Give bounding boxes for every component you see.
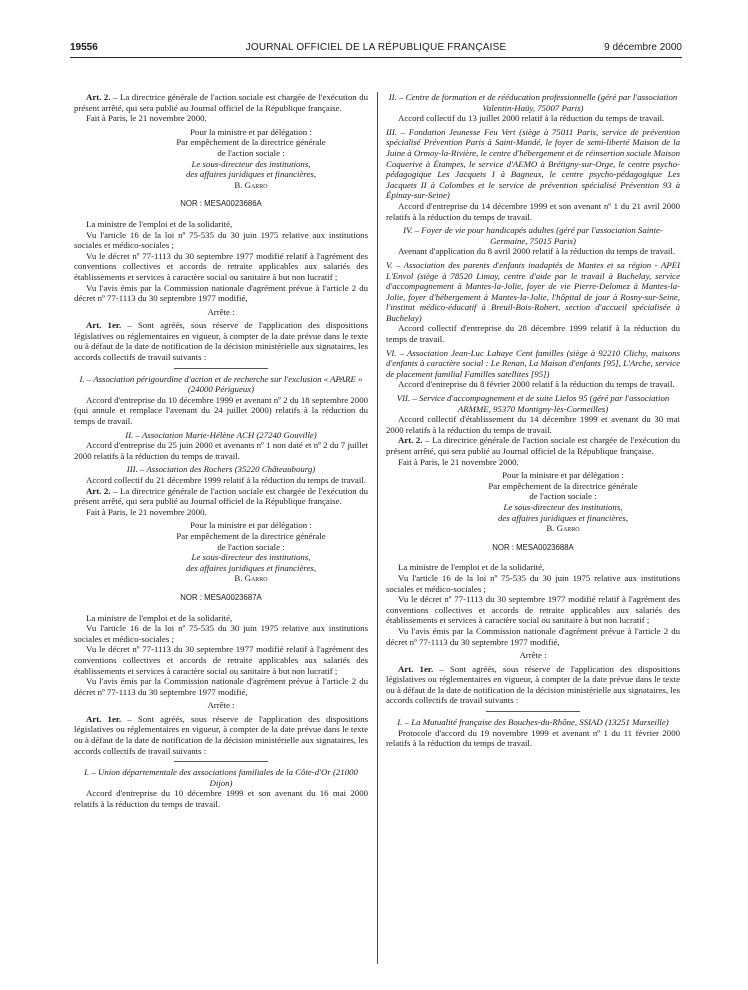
article-1: Art. 1er. – Sont agréés, sous réserve de l'application des dispositions législatives ou réglementaires en vigueur, à compter de la date prévue dans le texte ou à défaut de la date de notification de la décision ministérielle aux signataires, les accords collectifs de travail suivants : xyxy=(74,320,369,363)
section-text: Accord collectif du 21 décembre 1999 relatif à la réduction du temps de travail. xyxy=(86,475,366,485)
column-divider xyxy=(377,92,378,964)
section-title: I. – La Mutualité française des Bouches-du-Rhône, SSIAD (13251 Marseille) xyxy=(397,717,669,728)
section-title: II. – Centre de formation et de rééducation professionnelle (géré par l'association Valentin-Haüy, 75007 Paris) xyxy=(388,92,678,113)
section-rule xyxy=(174,368,268,369)
nor-reference: NOR : MESA0023686A xyxy=(180,199,262,209)
section-text: Protocole d'accord du 19 novembre 1999 et avenant nº 1 du 11 février 2000 relatifs à la réduction du temps de travail. xyxy=(386,727,680,749)
section-text: Accord d'entreprise du 10 décembre 1999 et son avenant du 16 mai 2000 relatifs à la réduction du temps de travail. xyxy=(74,788,368,810)
section-title: IV. – Foyer de vie pour handicapés adultes (géré par l'association Sainte-Germaine, 75015 Paris) xyxy=(403,225,663,246)
section-text: Accord d'entreprise du 25 juin 2000 et avenants nº 1 non daté et nº 2 du 7 juillet 2000 relatifs à la réduction du temps de travail. xyxy=(74,440,368,461)
signature-place-date: Fait à Paris, le 21 novembre 2000. xyxy=(86,113,207,124)
article-1: Art. 1er. – Sont agréés, sous réserve de l'application des dispositions législatives ou réglementaires en vigueur, à compter de la date prévue dans le texte ou à défaut de la date de notification de la décision ministérielle aux signataires, les accords collectifs de travail suivants : xyxy=(74,713,369,756)
section-title: III. – Association des Rochers (35220 Châteaubourg) xyxy=(126,464,316,475)
section-rule xyxy=(486,711,580,712)
preamble: La ministre de l'emploi et de la solidarité, xyxy=(398,562,545,573)
signature-block: Pour la ministre et par délégation : Par empêchement de la directrice générale de l'action sociale : Le sous-directeur des institutions, des affaires juridiques et financières, B. Garro xyxy=(176,126,326,190)
arrete-label: Arrête : xyxy=(207,700,235,711)
page-number: 19556 xyxy=(70,42,98,53)
section-title: VI. – Association Jean-Luc Lahaye Cent familles (siège à 92210 Clichy, maisons d'enfants à caractère social : Le Renan, La Maison d'enfants [95], L'Arche, service de placement familial Familles satellites [95]) xyxy=(386,347,680,379)
journal-title: JOURNAL OFFICIEL DE LA RÉPUBLIQUE FRANÇAISE xyxy=(245,42,507,53)
signature-block: Pour la ministre et par délégation : Par empêchement de la directrice générale de l'action sociale : Le sous-directeur des institutions, des affaires juridiques et financières, B. Garro xyxy=(488,470,638,534)
right-column: II. – Centre de formation et de rééducation professionnelle (géré par l'association Valentin-Haüy, 75007 Paris) Accord collectif du 13 juillet 2000 relatif à la réduction du temps de travail. III. – Fondation Jeunesse Feu Vert (siège à 75011 Paris, service de prévention spécialisé Prévention Paris à Saint-Mandé, le foyer de semi-liberté Maison de la Juine à Ormoy-la-Rivière, le centre d'hébergement et de réinsertion sociale Maison Coquerive à Étampes, le service d'AEMO à Brétigny-sur-Orge, le centre psycho-pédagogique Les Jacquets I à Bagneux, le centre psycho-pédagogique Les Jacquets II à Colombes et le service de prévention spécialisé Prévention 93 à Épinay-sur-Seine) Accord d'entreprise du 14 décembre 1999 et son avenant nº 1 du 21 avril 2000 relatifs à la réduction du temps de travail. IV. – Foyer de vie pour handicapés adultes (géré par l'association Sainte-Germaine, 75015 Paris) Avenant d'application du 8 avril 2000 relatif à la réduction du temps de travail. V. – Association des parents d'enfants inadaptés de Mantes et sa région - APEI L'Envol (siège à 78520 Limay, centre d'aide par le travail à Buchelay, service d'accompagnement à Mantes-la-Jolie, foyer de vie Pierre-Delomez à Mantes-la-Jolie, foyer d'hébergement à Mantes-la-Jolie, l'hôpital de jour à Rosny-sur-Seine, l'institut médico-éducatif à Breuil-Bois-Robert, section d'accueil spécialisée à Buchelay) Accord collectif d'entreprise du 28 décembre 1999 relatif à la réduction du temps de travail. VI. – Association Jean-Luc Lahaye Cent familles (siège à 92210 Clichy, maisons d'enfants à caractère social : Le Renan, La Maison d'enfants [95], L'Arche, service de placement familial Familles satellites [95]) Accord d'entreprise du 8 février 2000 relatif à la réduction du temps de travail. VII. – Service d'accompagnement et de suite Lielos 95 (géré par l'association ARMME, 95370 Montigny-lès-Cormeilles) Accord collectif d'établissement du 14 décembre 1999 et avenant du 30 mai 2000 relatifs à la réduction du temps de travail. Art. 2. – La directrice générale de l'action sociale est chargée de l'exécution du présent arrêté, qui sera publié au Journal officiel de la République française. Fait à Paris, le 21 novembre 2000. Pour la ministre et par délégation : Par empêchement de la directrice générale de l'action sociale : Le sous-directeur des institutions, des affaires juridiques et financières, B. Garro NOR : MESA0023688A La ministre de l'emploi et de la solidarité, Vu l'article 16 de la loi nº 75-535 du 30 juin 1975 relative aux institutions sociales et médico-sociales ; Vu le décret nº 77-1113 du 30 septembre 1977 modifié relatif à l'agrément des conventions collectives et accords de retraite applicables aux salariés des établissements et services à caractère social ou sanitaire à but non lucratif ; Vu l'avis émis par la Commission nationale d'agrément prévue à l'article 2 du décret nº 77-1113 du 30 septembre 1977 modifié, Arrête : Art. 1er. – Sont agréés, sous réserve de l'application des dispositions législatives ou réglementaires en vigueur, à compter de la date prévue dans le texte ou à défaut de la date de notification de la décision ministérielle aux signataires, les accords collectifs de travail suivants : I. – La Mutualité française des Bouches-du-Rhône, SSIAD (13251 Marseille) Protocole d'accord du 19 novembre 1999 et avenant nº 1 du 11 février 2000 relatifs à la réduction du temps de travail. xyxy=(386,92,681,749)
issue-date: 9 décembre 2000 xyxy=(604,42,682,53)
left-column: Art. 2. – La directrice générale de l'action sociale est chargée de l'exécution du présent arrêté, qui sera publié au Journal officiel de la République française. Fait à Paris, le 21 novembre 2000. Pour la ministre et par délégation : Par empêchement de la directrice générale de l'action sociale : Le sous-directeur des institutions, des affaires juridiques et financières, B. Garro NOR : MESA0023686A La ministre de l'emploi et de la solidarité, Vu l'article 16 de la loi nº 75-535 du 30 juin 1975 relative aux institutions sociales et médico-sociales ; Vu le décret nº 77-1113 du 30 septembre 1977 modifié relatif à l'agrément des conventions collectives et accords de retraite applicables aux salariés des établissements et services à caractère social ou sanitaire à but non lucratif ; Vu l'avis émis par la Commission nationale d'agrément prévue à l'article 2 du décret nº 77-1113 du 30 septembre 1977 modifié, Arrête : Art. 1er. – Sont agréés, sous réserve de l'application des dispositions législatives ou réglementaires en vigueur, à compter de la date prévue dans le texte ou à défaut de la date de notification de la décision ministérielle aux signataires, les accords collectifs de travail suivants : I. – Association périgourdine d'action et de recherche sur l'exclusion « APARE » (24000 Périgueux) Accord d'entreprise du 10 décembre 1999 et avenant nº 2 du 18 septembre 2000 (qui annule et remplace l'avenant du 24 juillet 2000) relatifs à la réduction du temps de travail. II. – Association Marie-Hélène ACH (27240 Gouville) Accord d'entreprise du 25 juin 2000 et avenants nº 1 non daté et nº 2 du 7 juillet 2000 relatifs à la réduction du temps de travail. III. – Association des Rochers (35220 Châteaubourg) Accord collectif du 21 décembre 1999 relatif à la réduction du temps de travail. Art. 2. – La directrice générale de l'action sociale est chargée de l'exécution du présent arrêté, qui sera publié au Journal officiel de la République française. Fait à Paris, le 21 novembre 2000. Pour la ministre et par délégation : Par empêchement de la directrice générale de l'action sociale : Le sous-directeur des institutions, des affaires juridiques et financières, B. Garro NOR : MESA0023687A La ministre de l'emploi et de la solidarité, Vu l'article 16 de la loi nº 75-535 du 30 juin 1975 relative aux institutions sociales et médico-sociales ; Vu le décret nº 77-1113 du 30 septembre 1977 modifié relatif à l'agrément des conventions collectives et accords de retraite applicables aux salariés des établissements et services à caractère social ou sanitaire à but non lucratif ; Vu l'avis émis par la Commission nationale d'agrément prévue à l'article 2 du décret nº 77-1113 du 30 septembre 1977 modifié, Arrête : Art. 1er. – Sont agréés, sous réserve de l'application des dispositions législatives ou réglementaires en vigueur, à compter de la date prévue dans le texte ou à défaut de la date de notification de la décision ministérielle aux signataires, les accords collectifs de travail suivants : I. – Union départementale des associations familiales de la Côte-d'Or (21000 Dijon) Accord d'entreprise du 10 décembre 1999 et son avenant du 16 mai 2000 relatifs à la réduction du temps de travail. xyxy=(74,92,369,810)
signature-place-date: Fait à Paris, le 21 novembre 2000. xyxy=(86,506,207,517)
header-rule xyxy=(70,57,682,58)
section-text: Accord collectif d'établissement du 14 décembre 1999 et avenant du 30 mai 2000 relatifs à la réduction du temps de travail. xyxy=(386,414,680,435)
page-header xyxy=(70,42,682,58)
signature-block: Pour la ministre et par délégation : Par empêchement de la directrice générale de l'action sociale : Le sous-directeur des institutions, des affaires juridiques et financières, B. Garro xyxy=(176,520,326,584)
section-text: Accord collectif d'entreprise du 28 décembre 1999 relatif à la réduction du temps de travail. xyxy=(386,323,680,345)
section-title: V. – Association des parents d'enfants inadaptés de Mantes et sa région - APEI L'Envol (siège à 78520 Limay, centre d'aide par le travail à Buchelay, service d'accompagnement à Mantes-la-Jolie, foyer de vie Pierre-Delomez à Mantes-la-Jolie, foyer d'hébergement à Mantes-la-Jolie, l'hôpital de jour à Rosny-sur-Seine, l'institut médico-éducatif à Breuil-Bois-Robert, section d'accueil spécialisée à Buchelay) xyxy=(386,259,680,323)
article-2: Art. 2. – La directrice générale de l'action sociale est chargée de l'exécution du présent arrêté, qui sera publié au Journal officiel de la République française. xyxy=(386,435,680,456)
nor-reference: NOR : MESA0023687A xyxy=(180,592,262,602)
arrete-label: Arrête : xyxy=(519,650,547,661)
section-title: VII. – Service d'accompagnement et de suite Lielos 95 (géré par l'association ARMME, 95370 Montigny-lès-Cormeilles) xyxy=(396,393,670,414)
section-text: Accord d'entreprise du 10 décembre 1999 et avenant nº 2 du 18 septembre 2000 (qui annule et remplace l'avenant du 24 juillet 2000) relatifs à la réduction du temps de travail. xyxy=(74,394,368,427)
article-2: Art. 2. – La directrice générale de l'action sociale est chargée de l'exécution du présent arrêté, qui sera publié au Journal officiel de la République française. xyxy=(74,92,368,113)
section-title: II. – Association Marie-Hélène ACH (27240 Gouville) xyxy=(125,429,317,440)
section-text: Accord collectif du 13 juillet 2000 relatif à la réduction du temps de travail. xyxy=(398,113,665,124)
section-text: Accord d'entreprise du 14 décembre 1999 et son avenant nº 1 du 21 avril 2000 relatifs à la réduction du temps de travail. xyxy=(386,200,680,222)
article-2: Art. 2. – La directrice générale de l'action sociale est chargée de l'exécution du présent arrêté, qui sera publié au Journal officiel de la République française. xyxy=(74,485,368,507)
section-rule xyxy=(174,761,268,762)
preamble: La ministre de l'emploi et de la solidarité, xyxy=(86,612,233,623)
section-title: I. – Union départementale des associations familiales de la Côte-d'Or (21000 Dijon) xyxy=(84,767,358,788)
section-title: I. – Association périgourdine d'action et de recherche sur l'exclusion « APARE » (24000 Périgueux) xyxy=(79,373,363,395)
arrete-label: Arrête : xyxy=(207,306,235,317)
nor-reference: NOR : MESA0023688A xyxy=(492,542,574,552)
article-1: Art. 1er. – Sont agréés, sous réserve de l'application des dispositions législatives ou réglementaires en vigueur, à compter de la date prévue dans le texte ou à défaut de la date de notification de la décision ministérielle aux signataires, les accords collectifs de travail suivants : xyxy=(386,663,681,706)
section-text: Accord d'entreprise du 8 février 2000 relatif à la réduction du temps de travail. xyxy=(398,379,675,390)
preamble: La ministre de l'emploi et de la solidarité, xyxy=(86,218,233,229)
section-title: III. – Fondation Jeunesse Feu Vert (siège à 75011 Paris, service de prévention spécialisé Prévention Paris à Saint-Mandé, le foyer de semi-liberté Maison de la Juine à Ormoy-la-Rivière, le centre d'hébergement et de réinsertion sociale Maison Coquerive à Étampes, le service d'AEMO à Brétigny-sur-Orge, le centre psycho-pédagogique Les Jacquets I à Bagneux, le centre psycho-pédagogique Les Jacquets II à Colombes et le service de prévention spécialisé Prévention 93 à Épinay-sur-Seine) xyxy=(386,126,680,201)
signature-place-date: Fait à Paris, le 21 novembre 2000. xyxy=(398,456,519,467)
section-text: Avenant d'application du 8 avril 2000 relatif à la réduction du temps de travail. xyxy=(398,246,675,257)
